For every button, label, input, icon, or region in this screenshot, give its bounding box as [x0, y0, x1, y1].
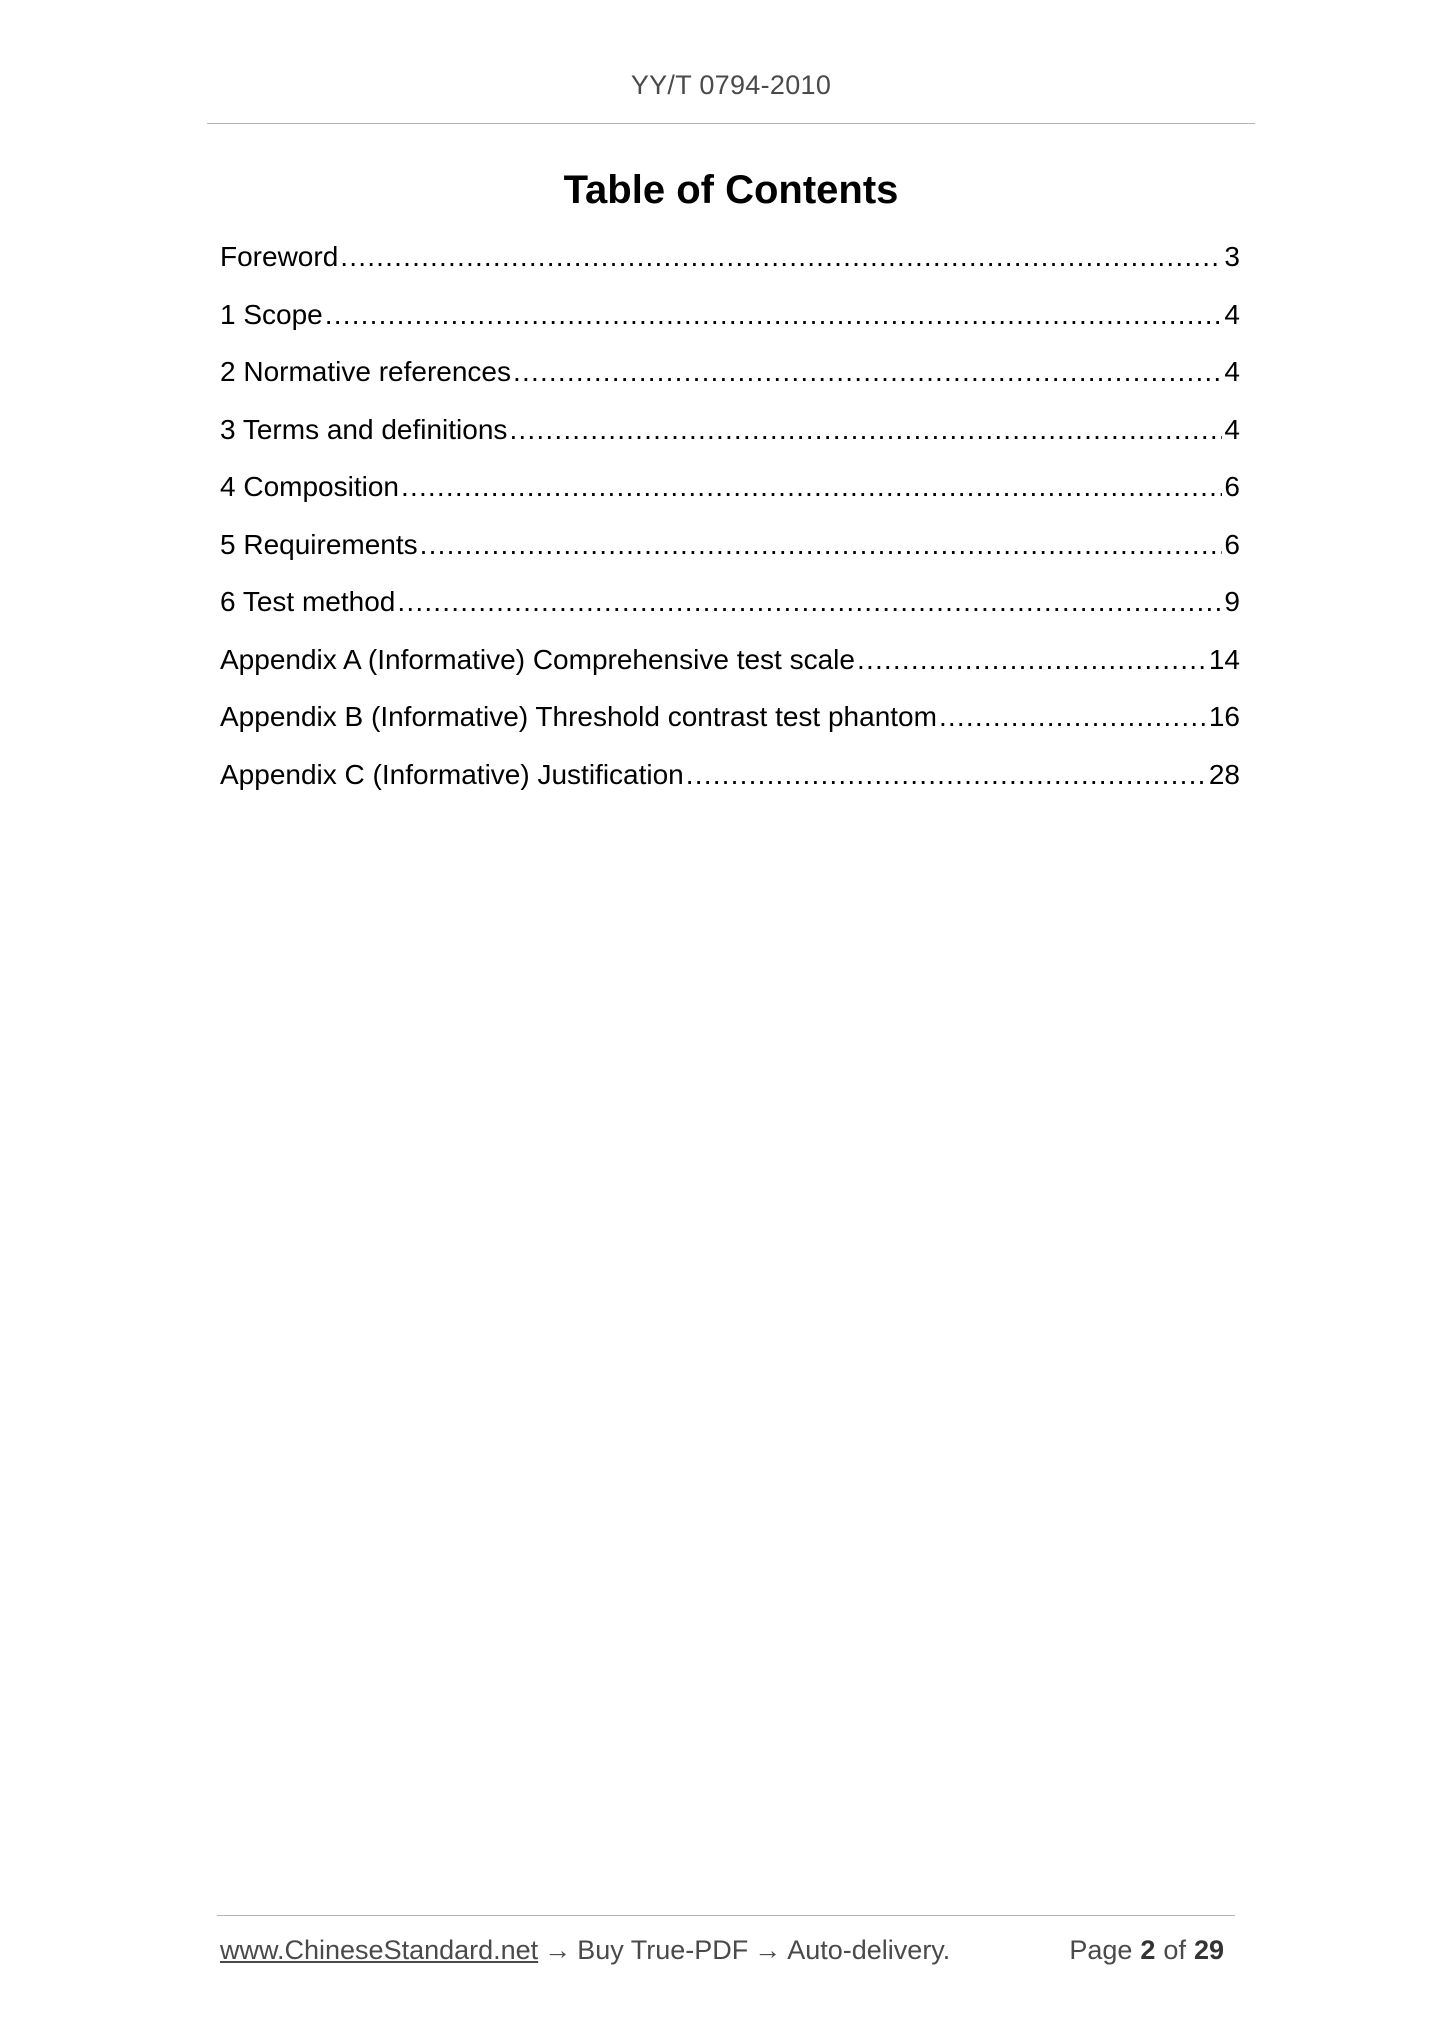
- auto-delivery-text: Auto-delivery.: [787, 1935, 951, 1965]
- toc-dot-leader: [340, 240, 1222, 274]
- toc-entry-page: 3: [1224, 241, 1240, 272]
- toc-title: Table of Contents: [563, 168, 899, 212]
- header-divider: [207, 123, 1255, 124]
- toc-entry-appendix-b[interactable]: [220, 700, 1240, 758]
- toc-entry-requirements[interactable]: [220, 528, 1240, 586]
- toc-entry-test-method[interactable]: [220, 585, 1240, 643]
- toc-dot-leader: [939, 700, 1207, 734]
- toc-entry-page: 6: [1224, 528, 1240, 560]
- current-page-number: 2: [1140, 1935, 1156, 1965]
- toc-entry-foreword[interactable]: [220, 240, 1240, 298]
- toc-dot-leader: [857, 643, 1207, 677]
- buy-true-pdf-text: Buy True-PDF: [577, 1935, 749, 1965]
- page-footer: [220, 1935, 1232, 1966]
- total-pages-number: 29: [1193, 1935, 1224, 1965]
- toc-entry-label: 3 Terms and definitions: [220, 413, 508, 445]
- toc-dot-leader: [420, 528, 1223, 562]
- toc-entry-label: 1 Scope: [220, 298, 323, 330]
- toc-entry-page: 9: [1224, 586, 1240, 617]
- arrow-right-icon: →: [754, 1935, 782, 1965]
- toc-entry-page: 4: [1224, 413, 1240, 445]
- toc-dot-leader: [686, 758, 1207, 792]
- toc-entry-label: Appendix A (Informative) Comprehensive test scale: [220, 643, 855, 675]
- toc-entry-label: Foreword: [220, 241, 339, 272]
- website-link[interactable]: www.ChineseStandard.net: [220, 1935, 539, 1965]
- page-word: Page: [1069, 1935, 1133, 1965]
- arrow-right-icon: →: [544, 1935, 572, 1965]
- footer-divider: [217, 1915, 1235, 1916]
- toc-dot-leader: [509, 413, 1222, 447]
- toc-entry-label: 5 Requirements: [220, 528, 418, 560]
- document-id-header: YY/T 0794-2010: [630, 70, 832, 100]
- toc-entry-label: 2 Normative references: [220, 356, 512, 387]
- toc-entry-page: 14: [1208, 643, 1240, 675]
- toc-entry-page: 4: [1224, 356, 1240, 387]
- toc-entry-scope[interactable]: [220, 298, 1240, 356]
- toc-entry-label: 4 Composition: [220, 471, 399, 502]
- toc-entry-appendix-c[interactable]: [220, 758, 1240, 816]
- toc-entry-label: 6 Test method: [220, 586, 396, 617]
- toc-entry-label: Appendix B (Informative) Threshold contrast test phantom: [220, 701, 937, 732]
- of-word: of: [1163, 1935, 1186, 1965]
- toc-dot-leader: [513, 355, 1222, 389]
- toc-list: [220, 240, 1240, 815]
- toc-entry-composition[interactable]: [220, 470, 1240, 528]
- page-number: [1069, 1935, 1232, 1966]
- toc-dot-leader: [397, 585, 1222, 619]
- footer-promo: [220, 1935, 950, 1966]
- toc-entry-page: 28: [1208, 758, 1240, 790]
- toc-entry-label: Appendix C (Informative) Justification: [220, 758, 684, 790]
- toc-dot-leader: [401, 470, 1222, 504]
- toc-entry-appendix-a[interactable]: [220, 643, 1240, 701]
- toc-entry-page: 4: [1224, 298, 1240, 330]
- toc-entry-page: 6: [1224, 471, 1240, 502]
- toc-entry-terms-and-definitions[interactable]: [220, 413, 1240, 471]
- toc-entry-page: 16: [1208, 701, 1240, 732]
- toc-dot-leader: [325, 298, 1223, 332]
- toc-entry-normative-references[interactable]: [220, 355, 1240, 413]
